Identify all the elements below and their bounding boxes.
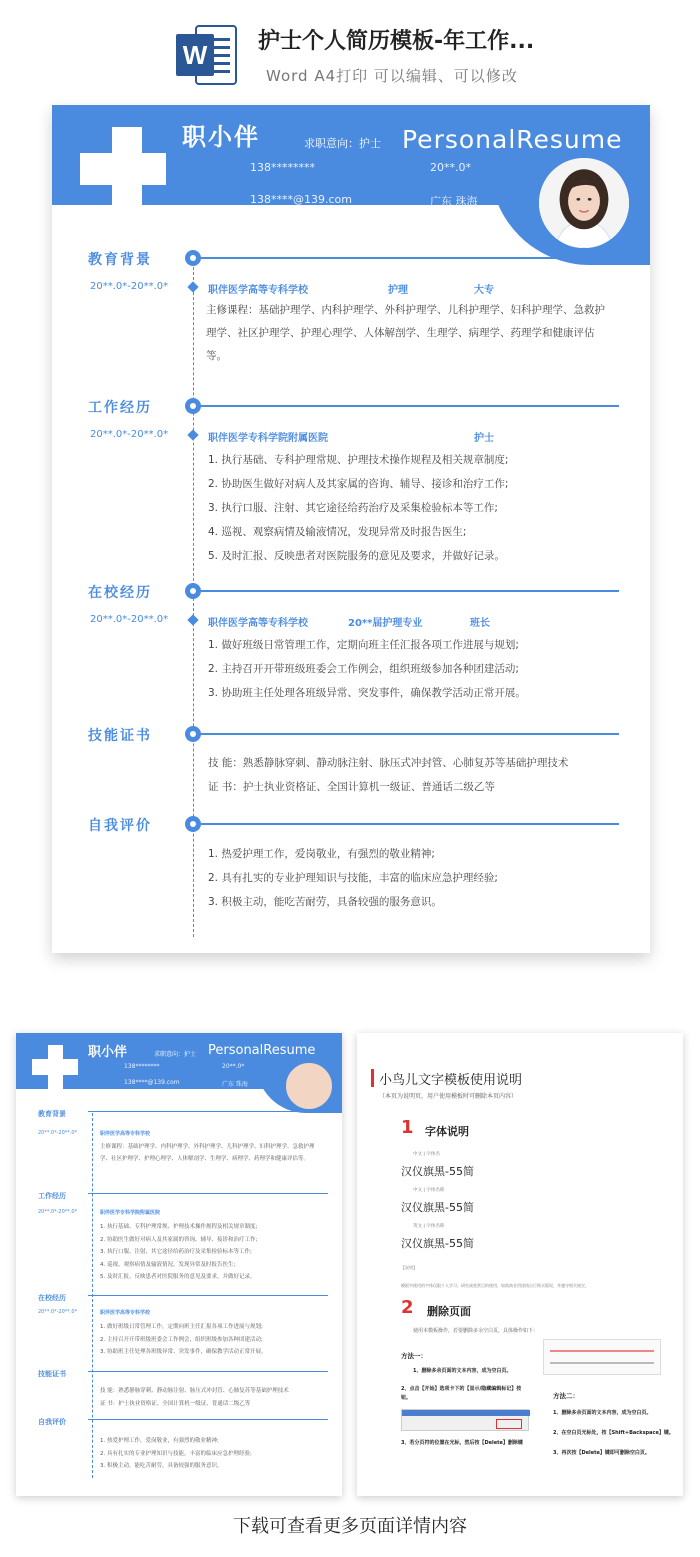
list-item: 3. 协助班主任处理各班级异常、突发事件，确保教学活动正常开展。 (208, 687, 526, 699)
resume-english-title: PersonalResume (402, 125, 623, 154)
education-school: 职伴医学高等专科学校 (208, 285, 308, 296)
email: 138****@139.com (250, 193, 352, 206)
work-date: 20**.0*-20**.0* (90, 429, 169, 440)
section-title-education: 教育背景 (88, 252, 152, 268)
timeline-dot (185, 726, 201, 742)
education-degree: 大专 (474, 285, 494, 296)
list-item: 4. 巡视、观察病情及输液情况，发现异常及时报告医生; (208, 526, 467, 538)
list-item: 2. 主持召开开带班级班委会工作例会，组织班级参加各种团建活动; (208, 663, 519, 675)
list-item: 2. 具有扎实的专业护理知识与技能，丰富的临床应急护理经验; (208, 872, 498, 884)
timeline-dot (185, 250, 201, 266)
diamond-icon (187, 429, 198, 440)
education-date: 20**.0*-20**.0* (90, 281, 169, 292)
screenshot-placeholder (543, 1339, 661, 1375)
diamond-icon (187, 614, 198, 625)
list-item: 5. 及时汇报、反映患者对医院服务的意见及要求，并做好记录。 (208, 550, 505, 562)
section-title-self: 自我评价 (88, 818, 152, 834)
list-item: 3. 积极主动，能吃苦耐劳，具备较强的服务意识。 (208, 896, 442, 908)
toolbar-screenshot (401, 1409, 529, 1431)
svg-text:W: W (182, 40, 208, 70)
list-item: 2. 协助医生做好对病人及其家属的咨询、辅导、接诊和治疗工作; (208, 478, 509, 490)
thumb-avatar (284, 1061, 334, 1111)
campus-role: 班长 (470, 618, 490, 629)
avatar (536, 155, 632, 251)
section-divider (201, 733, 619, 735)
section-title-campus: 在校经历 (88, 585, 152, 601)
timeline-dot (185, 583, 201, 599)
page-header (0, 0, 700, 100)
section-divider (201, 405, 619, 407)
section-divider (201, 823, 619, 825)
resume-preview (52, 105, 650, 953)
education-major: 护理 (388, 285, 408, 296)
campus-date: 20**.0*-20**.0* (90, 614, 169, 625)
resume-thumbnail[interactable]: 职小伴 求职意向：护士 PersonalResume 138******** 20**.0* 138****@139.com 广东 珠海 教育背景 20**.0*-20**.0* 职伴医学高等专科学校 主修课程：基础护理学、内科护理学、外科护理学、儿科护理学、妇科护理学、急救护理学、社区护理学、护理心理学、人体解剖学、生理学、病理学、药理学和健康评估等。 工作经历 20**.0*-20**.0* 职伴医学专科学院附属医院 1. 执行基础、专科护理常规、护理技术操作规程及相关规章制度; 2. 协助医生做好对病人及其家属的咨询、辅导、接诊和治疗工作; 3. 执行口服、注射、其它途径给药治疗及采集检验标本等工作; 4. 巡视、观察病情及输液情况，发现异常及时报告医生; 5. 及时汇报、反映患者对医院服务的意见及要求，并做好记录。 在校经历 20**.0*-20**.0* 职伴医学高等专科学校 1. 做好班级日常管理工作，定期向班主任汇报各项工作进展与规划; 2. 主持召开开带班级班委会工作例会，组织班级参加各种团建活动; 3. 协助班主任处理各班级异常、突发事件，确保教学活动正常开展。 技能证书 技 能：熟悉静脉穿刺、静动脉注射、脉压式冲封管、心肺复苏等基础护理技术 证 书：护士执业资格证、全国计算机一级证、普通话二级乙等 自我评价 1. 热爱护理工作，爱岗敬业，有强烈的敬业精神; 2. 具有扎实的专业护理知识与技能，丰富的临床应急护理经验; 3. 积极主动，能吃苦耐劳，具备较强的服务意识。 (16, 1033, 342, 1496)
resume-name: 职小伴 (182, 123, 260, 151)
title-accent-bar (371, 1069, 374, 1087)
section-divider (201, 590, 619, 592)
medical-cross-icon-bar (80, 153, 166, 185)
list-item: 1. 执行基础、专科护理常规、护理技术操作规程及相关规章制度; (208, 454, 509, 466)
education-courses: 主修课程：基础护理学、内科护理学、外科护理学、儿科护理学、妇科护理学、急救护理学、社区护理学、护理心理学、人体解剖学、生理学、病理学、药理学和健康评估等。 (206, 304, 605, 362)
diamond-icon (187, 281, 198, 292)
work-role: 护士 (474, 433, 494, 444)
instructions-title: 小鸟儿文字模板使用说明 (379, 1073, 523, 1088)
list-item: 3. 执行口服、注射、其它途径给药治疗及采集检验标本等工作; (208, 502, 498, 514)
skills-line: 技 能：熟悉静脉穿刺、静动脉注射、脉压式冲封管、心肺复苏等基础护理技术 (208, 757, 569, 769)
page-subtitle: Word A4打印 可以编辑、可以修改 (266, 67, 518, 85)
certificates-line: 证 书：护士执业资格证、全国计算机一级证、普通话二级乙等 (208, 781, 495, 793)
word-icon (174, 22, 240, 88)
footer-text: 下载可查看更多页面详情内容 (233, 1516, 467, 1537)
campus-school: 职伴医学高等专科学校 (208, 618, 308, 629)
thumb-name: 职小伴 (88, 1045, 128, 1060)
timeline-dot (185, 816, 201, 832)
section-divider (201, 257, 619, 259)
location: 广东 珠海 (430, 195, 478, 208)
instructions-thumbnail[interactable]: 小鸟儿文字模板使用说明 （本页为说明页，用户使用模板时可删除本页内容） 1 字体说明 中文 | 字体名 汉仪旗黑-55简 中文 | 字体名称 汉仪旗黑-55简 英文 | 字体名称 汉仪旗黑-55简 【说明】 模板中使用的字体仅限个人学习、研究或欣赏目的使用，如需商业用途请自行购买版权，并遵守相关规定。 2 删除页面 使用本模板操作，若要删除多余空白页，具体操作如下： 方法一： 1、删除多余页面的文本内容，成为空白页。 2、点击【开始】选项卡下的【显示/隐藏编辑标记】按钮。 方法二： 1、删除多余页面的文本内容，成为空白页。 2、在空白页光标处，按【Shift+Backspace】键。 3、再次按【Delete】键即可删除空白页。 3、若分页符的位置在光标，然后按【Delete】删除键 (357, 1033, 683, 1496)
campus-class: 20**届护理专业 (348, 618, 423, 629)
timeline-dot (185, 398, 201, 414)
job-intent: 求职意向：护士 (304, 137, 381, 150)
phone: 138******** (250, 161, 315, 174)
birth-date: 20**.0* (430, 161, 471, 174)
list-item: 1. 热爱护理工作，爱岗敬业，有强烈的敬业精神; (208, 848, 435, 860)
section-title-work: 工作经历 (88, 400, 152, 416)
list-item: 1. 做好班级日常管理工作，定期向班主任汇报各项工作进展与规划; (208, 639, 519, 651)
work-org: 职伴医学专科学院附属医院 (208, 433, 328, 444)
section-title-skills: 技能证书 (88, 728, 152, 744)
page-title: 护士个人简历模板-年工作... (258, 29, 535, 54)
